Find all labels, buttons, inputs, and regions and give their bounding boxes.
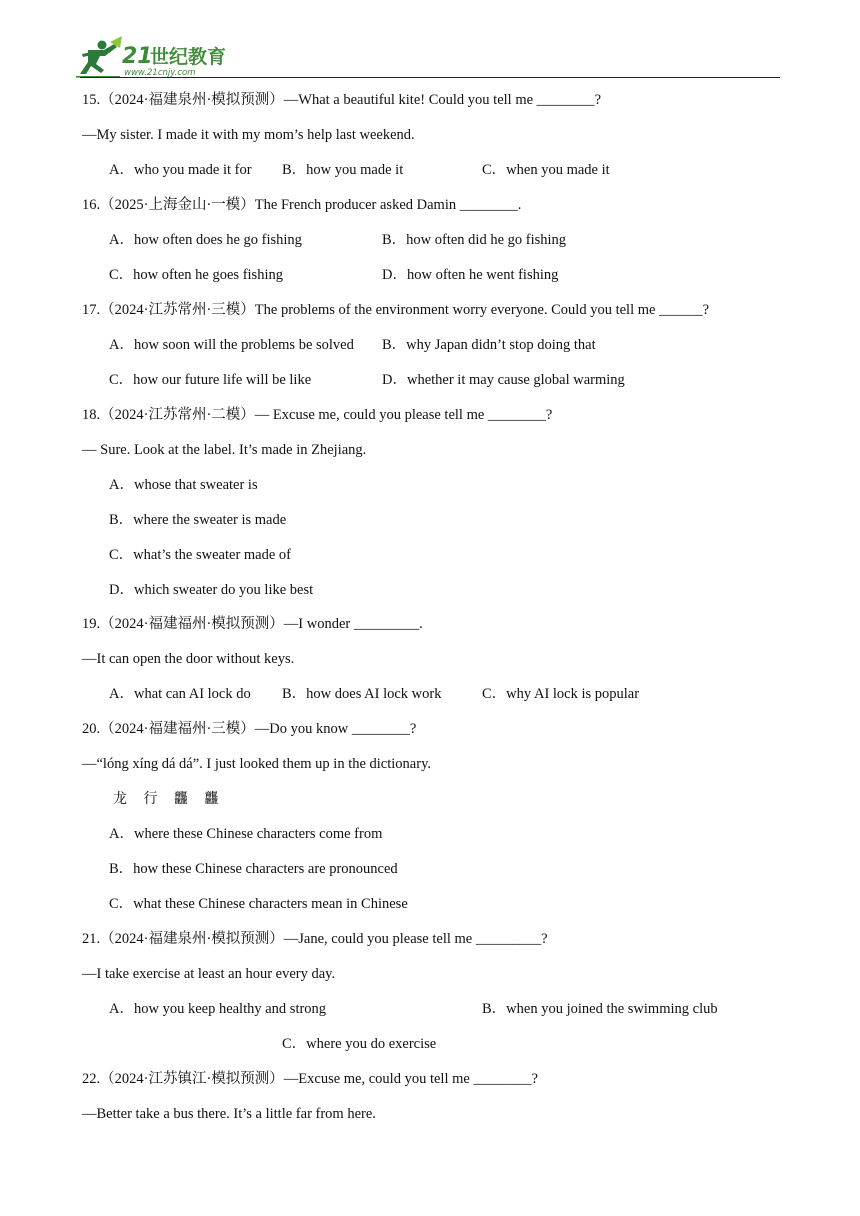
question-15-reply: —My sister. I made it with my mom’s help last weekend.: [82, 127, 415, 143]
question-17-option-b: B．why Japan didn’t stop doing that: [382, 337, 596, 353]
question-19-option-c: C．why AI lock is popular: [482, 686, 640, 702]
runner-icon: [80, 41, 117, 75]
page-header: [0, 0, 860, 80]
question-20-stem: 20.（2024·福建福州·三模）—Do you know ________?: [82, 721, 417, 737]
question-21-stem: 21.（2024·福建泉州·模拟预测）—Jane, could you please tell me _________?: [82, 931, 548, 947]
question-19-option-a: A．what can AI lock do: [109, 686, 251, 702]
question-18-option-a: A．whose that sweater is: [109, 477, 258, 493]
question-18-option-d: D．which sweater do you like best: [109, 582, 314, 598]
question-15-option-b: B．how you made it: [282, 162, 404, 178]
character-da-2: 龘: [204, 791, 220, 807]
question-16-option-a: A．how often does he go fishing: [109, 232, 302, 248]
question-15-option-c: C．when you made it: [482, 162, 610, 178]
question-21-reply: —I take exercise at least an hour every day.: [82, 966, 336, 982]
logo-21cnjy: [74, 36, 244, 80]
question-16-option-c: C．how often he goes fishing: [109, 267, 283, 283]
question-19-stem: 19.（2024·福建福州·模拟预测）—I wonder _________.: [82, 616, 423, 632]
question-21-option-b: B．when you joined the swimming club: [482, 1001, 718, 1017]
question-16-option-d: D．how often he went fishing: [382, 267, 559, 283]
header-rule: [80, 77, 780, 78]
question-15-stem: 15.（2024·福建泉州·模拟预测）—What a beautiful kite! Could you tell me ________?: [82, 92, 602, 108]
question-18-stem: 18.（2024·江苏常州·二模）— Excuse me, could you please tell me ________?: [82, 407, 553, 423]
question-20-option-b: B．how these Chinese characters are pronounced: [109, 861, 398, 877]
question-18-option-c: C．what’s the sweater made of: [109, 547, 292, 563]
question-20-option-c: C．what these Chinese characters mean in Chinese: [109, 896, 408, 912]
question-17-option-a: A．how soon will the problems be solved: [109, 337, 354, 353]
question-22-stem: 22.（2024·江苏镇江·模拟预测）—Excuse me, could you tell me ________?: [82, 1071, 538, 1087]
question-19-reply: —It can open the door without keys.: [82, 651, 295, 667]
question-15-option-a: A．who you made it for: [109, 162, 252, 178]
character-da-1: 龘: [173, 791, 189, 807]
svg-text:21: 21: [122, 44, 153, 69]
character-long: 龙: [113, 791, 128, 807]
svg-text:世纪教育: 世纪教育: [150, 46, 227, 68]
question-17-option-d: D．whether it may cause global warming: [382, 372, 625, 388]
question-21-option-c: C．where you do exercise: [282, 1036, 437, 1052]
question-21-option-a: A．how you keep healthy and strong: [109, 1001, 327, 1017]
question-16-option-b: B．how often did he go fishing: [382, 232, 567, 248]
svg-text:www.21cnjy.com: www.21cnjy.com: [124, 68, 196, 78]
question-18-reply: — Sure. Look at the label. It’s made in Zhejiang.: [82, 442, 367, 458]
chinese-characters: [113, 789, 229, 809]
question-17-stem: 17.（2024·江苏常州·三模）The problems of the environment worry everyone. Could you tell me ______?: [82, 302, 710, 318]
question-22-reply: —Better take a bus there. It’s a little far from here.: [82, 1106, 376, 1122]
question-17-option-c: C．how our future life will be like: [109, 372, 312, 388]
question-20-reply: —“lóng xíng dá dá”. I just looked them up in the dictionary.: [82, 756, 431, 772]
question-18-option-b: B．where the sweater is made: [109, 512, 287, 528]
question-16-stem: 16.（2025·上海金山·一模）The French producer asked Damin ________.: [82, 197, 522, 213]
question-20-option-a: A．where these Chinese characters come from: [109, 826, 383, 842]
character-xing: 行: [143, 791, 159, 807]
question-19-option-b: B．how does AI lock work: [282, 686, 442, 702]
